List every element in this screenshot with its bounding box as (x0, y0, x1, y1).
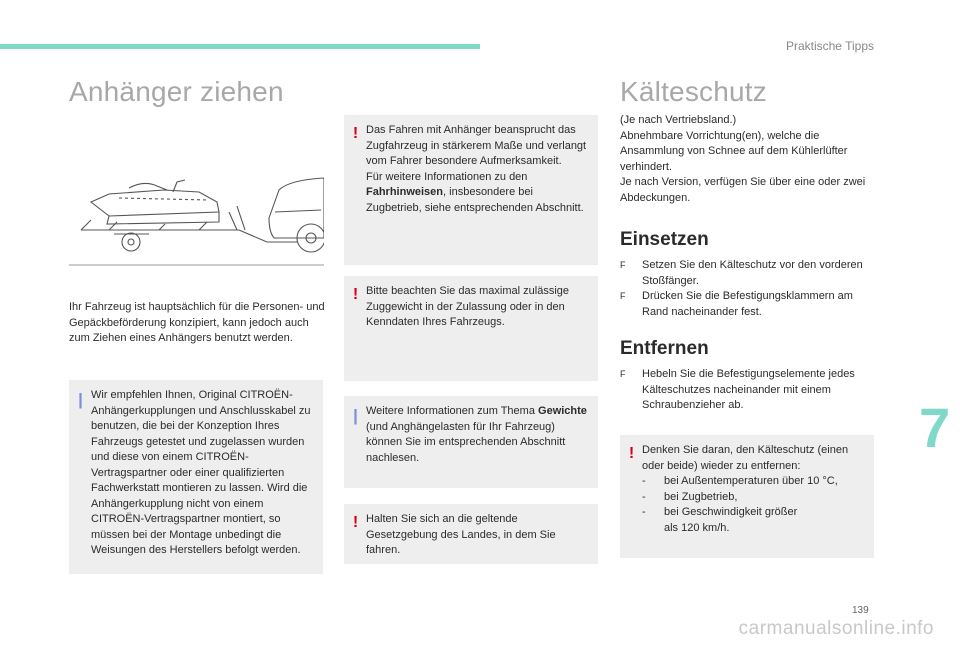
cold-protection-title: Kälteschutz (620, 76, 767, 107)
warning-driving-text-b-post: , insbesondere bei Zugbetrieb, siehe entsprechenden Abschnitt. (366, 186, 584, 214)
warning-box-legislation (344, 504, 598, 564)
warning-box-legislation-text: Halten Sie sich an die geltende Gesetzgebung des Landes, in dem Sie fahren. (366, 513, 556, 556)
dash-item-text: bei Zugbetrieb, (664, 490, 738, 503)
warning-box-driving (344, 115, 598, 265)
warning-box-weight-text: Bitte beachten Sie das maximal zulässige Zuggewicht in der Zulassung oder in den Kenndaten Ihres Fahrzeugs. (366, 285, 569, 328)
warning-icon: ! (352, 125, 359, 142)
warning-icon: ! (352, 514, 359, 531)
info-weights-pre: Weitere Informationen zum Thema (366, 405, 539, 417)
bullet-icon: F (620, 260, 626, 270)
trailer-illustration (69, 172, 324, 266)
dash-item (642, 474, 866, 490)
intro-line-3: Je nach Version, verfügen Sie über eine oder zwei Abdeckungen. (620, 176, 866, 204)
list-item (620, 289, 878, 320)
info-box-towbar-text: Wir empfehlen Ihnen, Original CITROËN-Anhängerkupplungen und Anschlusskabel zu benutzen, die bei der Konzeption Ihres Fahrzeugs getestet und zugelassen wurden und diese von einem CITROËN-Vertragspartner oder einer qualifizierten Fachwerkstatt montieren zu lassen. Wird die Anhängerkupplung nicht von einem CITROËN-Vertragspartner montiert, so müssen bei der Montage unbedingt die Weisungen des Herstellers befolgt werden. (91, 389, 311, 556)
info-icon: | (353, 406, 358, 425)
dash-marker: - (642, 506, 646, 518)
dash-item (642, 490, 866, 506)
dash-item-text: bei Außentemperaturen über 10 °C, (664, 475, 838, 487)
remove-heading: Entfernen (620, 338, 709, 359)
towing-intro-text: Ihr Fahrzeug ist hauptsächlich für die Personen- und Gepäckbeförderung konzipiert, kann jedoch auch zum Ziehen eines Anhängers benutzt werden. (69, 301, 325, 344)
intro-line-1: (Je nach Vertriebsland.) (620, 114, 737, 126)
towing-title: Anhänger ziehen (69, 76, 284, 107)
list-item (620, 258, 878, 289)
cold-protection-intro (620, 113, 878, 206)
warning-driving-text-b-pre: Für weitere Informationen zu den (366, 170, 528, 183)
warning-icon: ! (352, 286, 359, 303)
bullet-icon: F (620, 291, 626, 301)
warning-removal-intro: Denken Sie daran, den Kälteschutz (einen oder beide) wieder zu entfernen: (642, 444, 849, 472)
dash-item (642, 505, 866, 536)
header-accent-bar (0, 44, 480, 49)
warning-box-removal-text (642, 443, 866, 536)
info-weights-post: (und Anghängelasten für Ihr Fahrzeug) können Sie im entsprechenden Abschnitt nachlesen. (366, 420, 566, 464)
chapter-number: 7 (919, 396, 951, 459)
info-box-weights (344, 396, 598, 488)
info-box-weights-text (366, 404, 590, 466)
dash-marker: - (642, 490, 646, 503)
list-item-text: Drücken Sie die Befestigungsklammern am Rand nacheinander fest. (642, 290, 853, 318)
list-item (620, 367, 878, 414)
bullet-icon: F (620, 369, 626, 379)
info-weights-bold: Gewichte (538, 405, 587, 417)
intro-line-2: Abnehmbare Vorrichtung(en), welche die Ansammlung von Schnee auf dem Kühlerlüfter verhindert. (620, 129, 848, 173)
list-item-text: Hebeln Sie die Befestigungselemente jedes Kälteschutzes nacheinander mit einem Schraubenzieher ab. (642, 368, 855, 411)
page-number: 139 (852, 605, 869, 616)
dash-marker: - (642, 475, 646, 487)
install-heading: Einsetzen (620, 229, 709, 250)
section-title: Praktische Tipps (785, 39, 874, 53)
warning-box-removal (620, 435, 874, 558)
warning-icon: ! (628, 445, 635, 462)
watermark: carmanualsonline.info (738, 618, 934, 639)
info-icon: | (78, 390, 83, 409)
warning-driving-bold: Fahrhinweisen (366, 186, 444, 198)
list-item-text: Setzen Sie den Kälteschutz vor den vorderen Stoßfänger. (642, 259, 863, 287)
dash-item-text: bei Geschwindigkeit größer als 120 km/h. (664, 506, 798, 534)
warning-box-driving-text (366, 123, 590, 216)
warning-driving-text-a: Das Fahren mit Anhänger beansprucht das Zugfahrzeug in stärkerem Maße und verlangt vom Fahrer besondere Aufmerksamkeit. (366, 124, 587, 167)
info-box-towbar (69, 380, 323, 574)
warning-box-weight (344, 276, 598, 381)
